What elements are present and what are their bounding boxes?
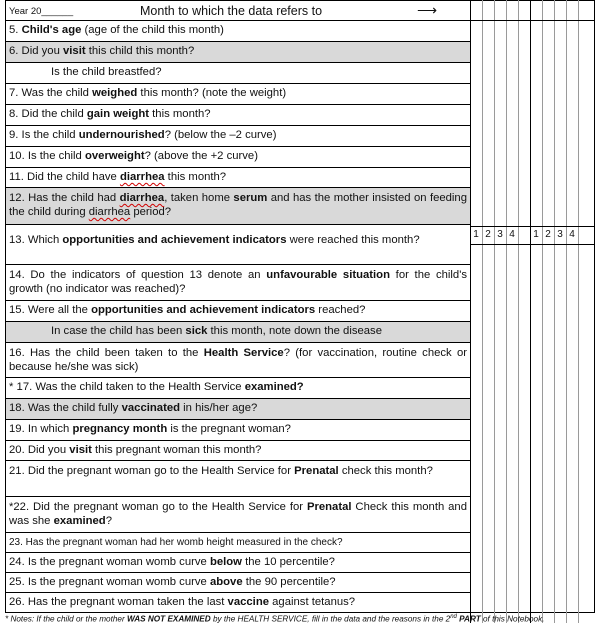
- question-row-10: 10. Is the child overweight? (above the +2 curve): [5, 146, 470, 167]
- indicator-number: 3: [557, 229, 563, 240]
- question-row-23: 23. Has the pregnant woman had her womb height measured in the check?: [5, 532, 470, 552]
- question-row-18: 18. Was the child fully vaccinated in his/her age?: [5, 398, 470, 419]
- grid-column-line: [554, 0, 555, 623]
- question-row-15: 15. Were all the opportunities and achievement indicators reached?: [5, 300, 470, 321]
- grid-column-divider: [470, 0, 471, 623]
- grid-column-line: [506, 0, 507, 623]
- grid-column-line: [518, 0, 519, 623]
- question-row-breastfed: Is the child breastfed?: [5, 62, 470, 83]
- indicator-number: 2: [485, 229, 491, 240]
- indicator-number: 4: [569, 229, 575, 240]
- question-row-16: 16. Has the child been taken to the Health Service? (for vaccination, routine check or because he/she was sick): [5, 342, 470, 377]
- indicator-number: 2: [545, 229, 551, 240]
- question-row-24: 24. Is the pregnant woman womb curve below the 10 percentile?: [5, 552, 470, 572]
- question-row-21: 21. Did the pregnant woman go to the Health Service for Prenatal check this month?: [5, 460, 470, 496]
- question-row-8: 8. Did the child gain weight this month?: [5, 104, 470, 125]
- month-label: Month to which the data refers to: [140, 4, 323, 18]
- question-row-13: 13. Which opportunities and achievement indicators were reached this month?: [5, 224, 470, 264]
- question-row-sick: In case the child has been sick this month, note down the disease: [5, 321, 470, 342]
- grid-column-line: [482, 0, 483, 623]
- question-row-9: 9. Is the child undernourished? (below the –2 curve): [5, 125, 470, 146]
- question-row-19: 19. In which pregnancy month is the pregnant woman?: [5, 419, 470, 440]
- question-row-17: * 17. Was the child taken to the Health Service examined?: [5, 377, 470, 398]
- indicator-number: 1: [533, 229, 539, 240]
- grid-row-line: [470, 20, 595, 21]
- year-label[interactable]: Year 20______: [9, 6, 74, 17]
- question-row-7: 7. Was the child weighed this month? (note the weight): [5, 83, 470, 104]
- indicator-number: 4: [509, 229, 515, 240]
- question-row-22: *22. Did the pregnant woman go to the Health Service for Prenatal Check this month and was she examined?: [5, 496, 470, 532]
- indicator-number: 3: [497, 229, 503, 240]
- question-row-5: 5. Child's age (age of the child this month): [5, 20, 470, 41]
- grid-column-line: [566, 0, 567, 623]
- indicator-number: 1: [473, 229, 479, 240]
- grid-column-line: [542, 0, 543, 623]
- grid-column-divider: [530, 0, 531, 623]
- question-row-20: 20. Did you visit this pregnant woman this month?: [5, 440, 470, 460]
- grid-column-line: [494, 0, 495, 623]
- arrow-right-icon: ⟶: [417, 2, 438, 18]
- question-row-12: 12. Has the child had diarrhea, taken home serum and has the mother insisted on feeding the child during diarrhea period?: [5, 187, 470, 224]
- question-row-6: 6. Did you visit this child this month?: [5, 41, 470, 62]
- question-row-26: 26. Has the pregnant woman taken the last vaccine against tetanus?: [5, 592, 470, 612]
- question-row-11: 11. Did the child have diarrhea this month?: [5, 167, 470, 187]
- footnote: * Notes: If the child or the mother WAS NOT EXAMINED by the HEALTH SERVICE, fill in the data and the reasons in the 2nd PART of this Notebook.: [5, 614, 545, 624]
- question-row-14: 14. Do the indicators of question 13 denote an unfavourable situation for the child's growth (no indicator was reached)?: [5, 264, 470, 300]
- grid-column-line: [578, 0, 579, 623]
- question-row-25: 25. Is the pregnant woman womb curve above the 90 percentile?: [5, 572, 470, 592]
- grid-row-line: [470, 244, 595, 245]
